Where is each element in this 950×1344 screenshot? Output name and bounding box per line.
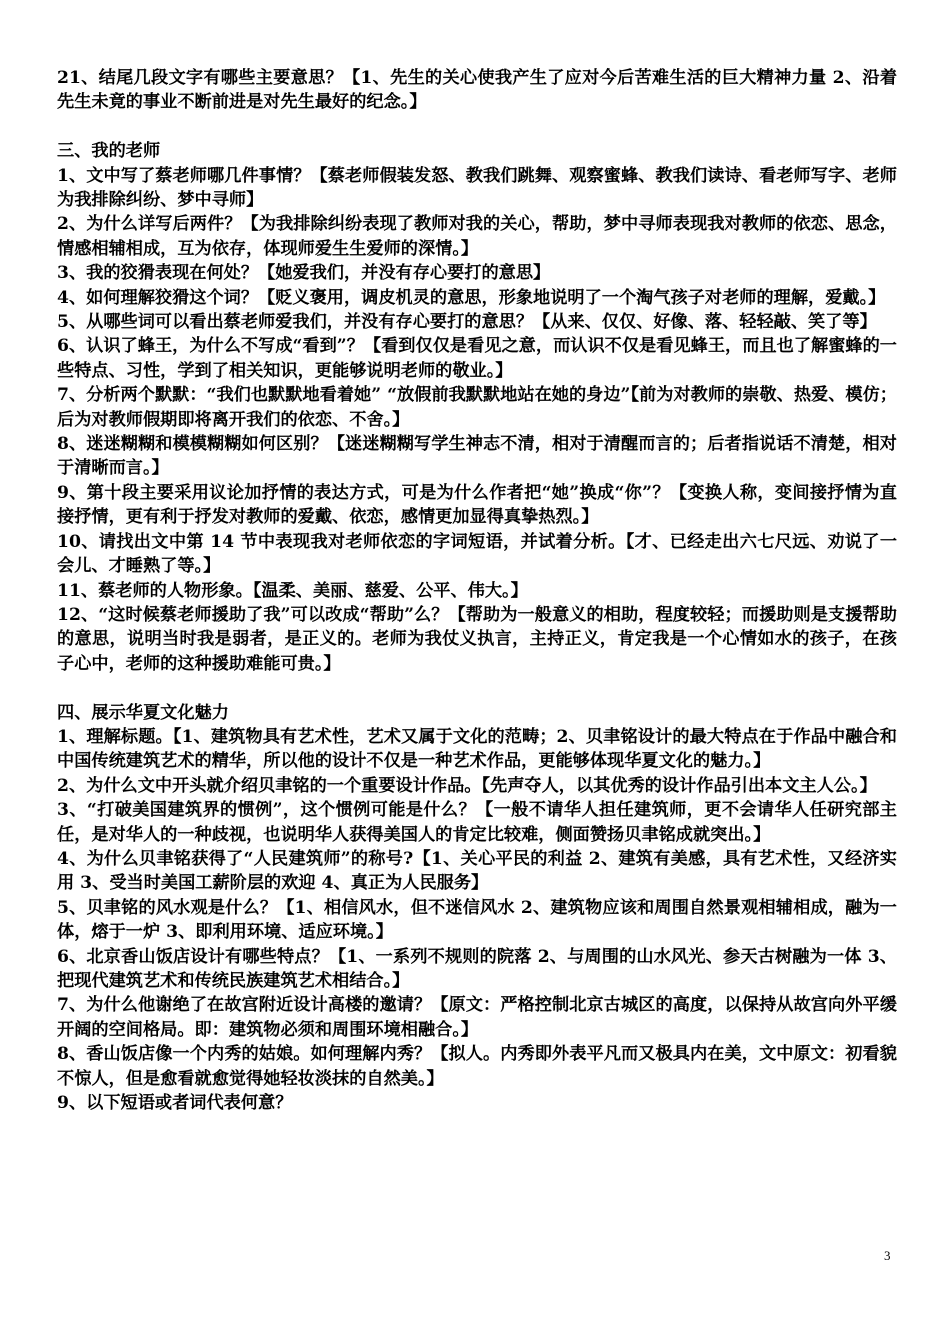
question-text: 3、“打破美国建筑界的惯例”，这个惯例可能是什么？ xyxy=(57,800,477,821)
question-text: 2、为什么详写后两件？ xyxy=(57,214,242,235)
question-text: 1、理解标题。 xyxy=(57,726,173,747)
question-item xyxy=(57,286,897,310)
question-item xyxy=(57,896,897,945)
question-item xyxy=(57,383,897,432)
question-item xyxy=(57,1091,897,1115)
question-text: 11、蔡老师的人物形象。 xyxy=(57,580,253,601)
answer-text: 【1、关心平民的利益 2、建筑有美感，具有艺术性，又经济实用 3、受当时美国工薪阶层的欢迎 4、真正为人民服务】 xyxy=(57,848,897,894)
question-item xyxy=(57,261,897,285)
section-gap xyxy=(57,676,897,700)
answer-text: 【前为对教师的崇敬、热爱、模仿；后为对教师假期即将离开我们的依恋、不舍。】 xyxy=(57,385,897,430)
question-item xyxy=(57,432,897,481)
answer-text: 【先声夺人，以其优秀的设计作品引出本文主人公。】 xyxy=(481,775,877,796)
question-item xyxy=(57,847,897,896)
continued-question-list xyxy=(57,66,897,115)
question-text: 8、迷迷糊糊和模模糊糊如何区别？ xyxy=(57,434,328,455)
question-item xyxy=(57,66,897,115)
question-text: 12、“这时候蔡老师援助了我”可以改成“帮助”么？ xyxy=(57,604,449,625)
document-body xyxy=(57,66,897,1115)
question-item xyxy=(57,945,897,994)
question-text: 2、为什么文中开头就介绍贝聿铭的一个重要设计作品。 xyxy=(57,775,482,796)
answer-text: 【她爱我们，并没有存心要打的意思】 xyxy=(258,263,551,284)
question-item xyxy=(57,481,897,530)
answer-text: 【帮助为一般意义的相助，程度较轻；而援助则是支援帮助的意思，说明当时我是弱者，是正义的。老师为我仗义执言，主持正义，肯定我是一个心情如水的孩子，在孩子心中，老师的这种援助难能可贵。】 xyxy=(57,604,897,674)
question-item xyxy=(57,530,897,579)
answer-text: 【原文：严格控制北京古城区的高度，以保持从故宫向外平缓开阔的空间格局。即：建筑物必须和周围环境相融合。】 xyxy=(57,995,897,1040)
question-text: 4、如何理解狡猾这个词？ xyxy=(57,287,259,308)
answer-text: 【蔡老师假装发怒、教我们跳舞、观察蜜蜂、教我们读诗、看老师写字、老师为我排除纠纷、梦中寻师】 xyxy=(57,165,897,211)
section-4-heading: 四、展示华夏文化魅力 xyxy=(57,702,229,723)
question-text: 9、第十段主要采用议论加抒情的表达方式，可是为什么作者把“她”换成“你”？ xyxy=(57,482,670,503)
question-text: 7、分析两个默默：“我们也默默地看着她” “放假前我默默地站在她的身边” xyxy=(57,385,631,406)
question-item xyxy=(57,725,897,774)
question-text: 6、认识了蜂王，为什么不写成“看到”？ xyxy=(57,336,364,357)
question-item xyxy=(57,603,897,676)
question-item xyxy=(57,310,897,334)
question-item xyxy=(57,164,897,213)
question-text: 5、贝聿铭的风水观是什么？ xyxy=(57,897,278,918)
answer-text: 【从来、仅仅、好像、落、轻轻敲、笑了等】 xyxy=(533,312,877,333)
question-item xyxy=(57,579,897,603)
section-3-question-list xyxy=(57,164,897,677)
question-text: 10、请找出文中第 14 节中表现我对老师依恋的字词短语，并试着分析。 xyxy=(57,531,626,552)
answer-text: 【温柔、美丽、慈爱、公平、伟大。】 xyxy=(252,580,528,601)
answer-text: 【贬义褒用，调皮机灵的意思，形象地说明了一个淘气孩子对老师的理解，爱戴。】 xyxy=(258,287,886,308)
question-item xyxy=(57,212,897,261)
answer-text: 【1、先生的关心使我产生了应对今后苦难生活的巨大精神力量 2、沿着先生未竟的事业不断前进是对先生最好的纪念。】 xyxy=(57,68,898,113)
answer-text: 【变换人称，变间接抒情为直接抒情，更有利于抒发对教师的爱戴、依恋，感情更加显得真挚热烈。】 xyxy=(57,482,897,528)
question-text: 4、为什么贝聿铭获得了“人民建筑师”的称号? xyxy=(57,848,414,869)
section-4-question-list xyxy=(57,725,897,1116)
answer-text: 【才、已经走出六七尺远、劝说了一会儿、才睡熟了等。】 xyxy=(57,531,898,577)
question-item xyxy=(57,993,897,1042)
question-text: 3、我的狡猾表现在何处？ xyxy=(57,263,259,284)
section-gap xyxy=(57,115,897,139)
question-text: 9、以下短语或者词代表何意？ xyxy=(57,1093,293,1114)
question-item xyxy=(57,798,897,847)
question-item xyxy=(57,334,897,383)
answer-text: 【1、建筑物具有艺术性，艺术又属于文化的范畴；2、贝聿铭设计的最大特点在于作品中融合和中国传统建筑艺术的精华，所以他的设计不仅是一种艺术作品，更能够体现华夏文化的魅力。】 xyxy=(57,726,897,772)
question-text: 6、北京香山饭店设计有哪些特点？ xyxy=(57,946,329,967)
answer-text: 【1、一系列不规则的院落 2、与周围的山水风光、参天古树融为一体 3、把现代建筑艺术和传统民族建筑艺术相结合。】 xyxy=(57,946,897,991)
answer-text: 【迷迷糊糊写学生神志不清，相对于清醒而言的；后者指说话不清楚，相对于清晰而言。】 xyxy=(57,434,897,479)
question-text: 7、为什么他谢绝了在故宫附近设计高楼的邀请？ xyxy=(57,995,432,1016)
question-item xyxy=(57,1042,897,1091)
section-3-heading: 三、我的老师 xyxy=(57,141,161,162)
question-text: 21、结尾几段文字有哪些主要意思？ xyxy=(57,68,343,88)
answer-text: 【1、相信风水，但不迷信风水 2、建筑物应该和周围自然景观相辅相成，融为一体，熔于一炉 3、即利用环境、适应环境。】 xyxy=(57,897,897,943)
question-text: 8、香山饭店像一个内秀的姑娘。如何理解内秀？ xyxy=(57,1044,432,1065)
answer-text: 【看到仅仅是看见之意，而认识不仅是看见蜂王，而且也了解蜜蜂的一些特点、习性，学到了相关知识，更能够说明老师的敬业。】 xyxy=(57,336,897,381)
question-text: 5、从哪些词可以看出蔡老师爱我们，并没有存心要打的意思？ xyxy=(57,312,534,333)
question-item xyxy=(57,774,897,798)
page-number: 3 xyxy=(884,1248,891,1263)
question-text: 1、文中写了蔡老师哪几件事情？ xyxy=(57,165,311,186)
answer-text: 【一般不请华人担任建筑师，更不会请华人任研究部主任，是对华人的一种歧视，也说明华人获得美国人的肯定比较难，侧面赞扬贝聿铭成就突出。】 xyxy=(57,800,897,845)
answer-text: 【拟人。内秀即外表平凡而又极具内在美，文中原文：初看貌不惊人，但是愈看就愈觉得她轻妆淡抹的自然美。】 xyxy=(57,1044,897,1089)
answer-text: 【为我排除纠纷表现了教师对我的关心，帮助，梦中寻师表现我对教师的依恋、思念，情感相辅相成，互为依存，体现师爱生生爱师的深情。】 xyxy=(57,214,897,259)
